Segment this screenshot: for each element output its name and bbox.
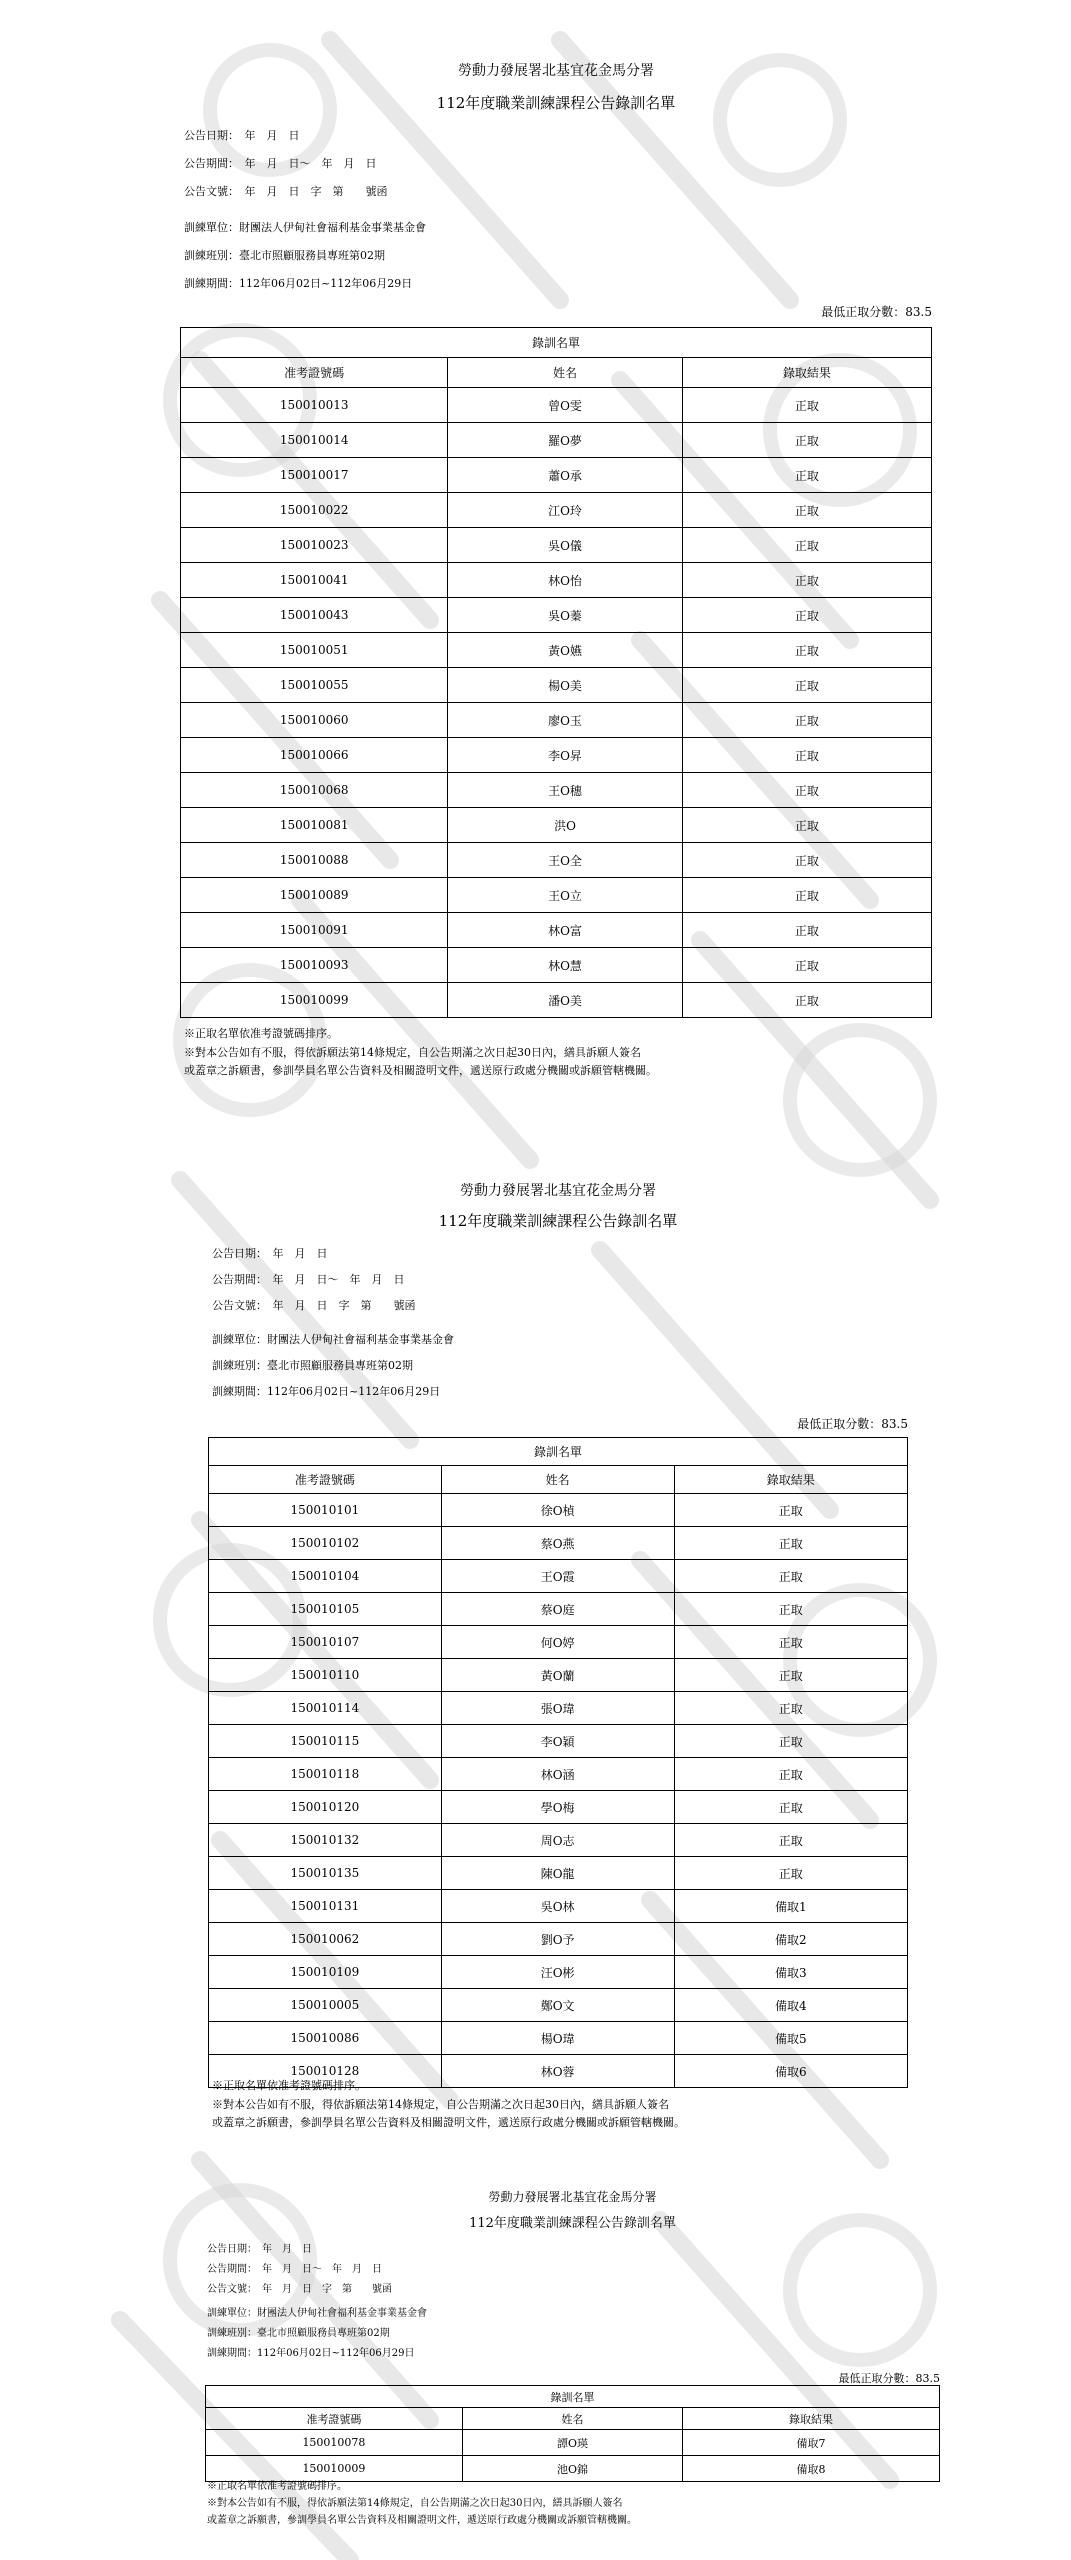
cell-exam-number: 150010131 — [209, 1890, 442, 1923]
col-header-result: 錄取結果 — [682, 358, 931, 388]
table-row — [209, 1890, 908, 1923]
table-title: 錄訓名單 — [209, 1438, 908, 1466]
table-row — [209, 1989, 908, 2022]
training-unit: 訓練單位：財團法人伊甸社會福利基金事業基金會 — [212, 1333, 454, 1346]
table-row — [181, 878, 932, 913]
cell-exam-number: 150010099 — [181, 983, 448, 1018]
announcement-page-1 — [180, 55, 932, 1105]
cell-result: 正取 — [674, 1659, 907, 1692]
cell-result: 正取 — [682, 563, 931, 598]
cell-exam-number: 150010110 — [209, 1659, 442, 1692]
note-appeal-1: ※對本公告如有不服，得依訴願法第14條規定，自公告期滿之次日起30日內，繕具訴願人簽名 — [212, 2097, 669, 2111]
table-row — [209, 1923, 908, 1956]
cell-result: 正取 — [682, 843, 931, 878]
announcement-page-3 — [205, 2170, 940, 2555]
cell-name: 吳O蓁 — [448, 598, 682, 633]
cell-name: 潘O美 — [448, 983, 682, 1018]
cell-name: 何O婷 — [441, 1626, 674, 1659]
announce-period: 公告期間： 年 月 日～ 年 月 日 — [184, 157, 377, 170]
table-row — [181, 983, 932, 1018]
table-row — [209, 1857, 908, 1890]
note-appeal-2: 或蓋章之訴願書，參訓學員名單公告資料及相關證明文件，遞送原行政處分機關或訴願管轄機關。 — [207, 2515, 637, 2526]
table-row — [209, 1494, 908, 1527]
admission-table — [180, 327, 932, 1018]
cell-name: 學O梅 — [441, 1791, 674, 1824]
cell-result: 備取8 — [683, 2456, 940, 2482]
training-class: 訓練班別：臺北市照顧服務員專班第02期 — [207, 2328, 390, 2339]
announce-doc-number: 公告文號： 年 月 日 字 第 號函 — [207, 2284, 392, 2295]
document-title: 112年度職業訓練課程公告錄訓名單 — [438, 1212, 678, 1230]
cell-exam-number: 150010088 — [181, 843, 448, 878]
cell-result: 正取 — [674, 1560, 907, 1593]
cell-name: 王O霞 — [441, 1560, 674, 1593]
col-header-name: 姓名 — [462, 2408, 682, 2430]
cell-exam-number: 150010102 — [209, 1527, 442, 1560]
cell-name: 黃O嬿 — [448, 633, 682, 668]
cell-exam-number: 150010055 — [181, 668, 448, 703]
cell-exam-number: 150010051 — [181, 633, 448, 668]
cell-name: 汪O彬 — [441, 1956, 674, 1989]
notes — [184, 1025, 657, 1081]
col-header-result: 錄取結果 — [674, 1466, 907, 1494]
cell-name: 蔡O燕 — [441, 1527, 674, 1560]
cell-exam-number: 150010091 — [181, 913, 448, 948]
table-row — [181, 913, 932, 948]
cell-name: 蕭O承 — [448, 458, 682, 493]
notes — [207, 2478, 637, 2529]
col-header-name: 姓名 — [448, 358, 682, 388]
cell-result: 正取 — [682, 388, 931, 423]
cell-name: 曾O雯 — [448, 388, 682, 423]
cell-exam-number: 150010118 — [209, 1758, 442, 1791]
note-appeal-1: ※對本公告如有不服，得依訴願法第14條規定，自公告期滿之次日起30日內，繕具訴願人簽名 — [207, 2498, 623, 2509]
cell-name: 池O錦 — [462, 2456, 682, 2482]
agency-name: 勞動力發展署北基宜花金馬分署 — [488, 2190, 657, 2204]
table-row — [181, 528, 932, 563]
cell-result: 正取 — [674, 1593, 907, 1626]
table-row — [209, 1560, 908, 1593]
cell-exam-number: 150010107 — [209, 1626, 442, 1659]
training-class: 訓練班別：臺北市照顧服務員專班第02期 — [184, 249, 385, 262]
table-row — [209, 1593, 908, 1626]
announce-period: 公告期間： 年 月 日～ 年 月 日 — [207, 2264, 382, 2275]
cell-result: 正取 — [682, 633, 931, 668]
cell-exam-number: 150010089 — [181, 878, 448, 913]
table-row — [209, 1659, 908, 1692]
table-row — [209, 1725, 908, 1758]
document-title: 112年度職業訓練課程公告錄訓名單 — [469, 2216, 676, 2231]
cell-name: 劉O予 — [441, 1923, 674, 1956]
cell-result: 正取 — [682, 458, 931, 493]
table-row — [181, 563, 932, 598]
note-sort-order: ※正取名單依准考證號碼排序。 — [212, 2079, 366, 2092]
cell-result: 正取 — [682, 493, 931, 528]
cell-result: 正取 — [674, 1527, 907, 1560]
col-header-exam-number: 准考證號碼 — [206, 2408, 463, 2430]
note-appeal-1: ※對本公告如有不服，得依訴願法第14條規定，自公告期滿之次日起30日內，繕具訴願人簽名 — [184, 1045, 641, 1059]
cell-name: 周O志 — [441, 1824, 674, 1857]
cell-result: 正取 — [682, 878, 931, 913]
training-class: 訓練班別：臺北市照顧服務員專班第02期 — [212, 1359, 413, 1372]
cell-exam-number: 150010043 — [181, 598, 448, 633]
cell-exam-number: 150010078 — [206, 2430, 463, 2456]
cell-result: 正取 — [682, 738, 931, 773]
cell-name: 楊O瑋 — [441, 2022, 674, 2055]
cell-exam-number: 150010041 — [181, 563, 448, 598]
cell-name: 王O穗 — [448, 773, 682, 808]
table-row — [209, 1626, 908, 1659]
cell-exam-number: 150010104 — [209, 1560, 442, 1593]
table-row — [181, 703, 932, 738]
table-row — [209, 1791, 908, 1824]
cell-exam-number: 150010101 — [209, 1494, 442, 1527]
col-header-exam-number: 准考證號碼 — [181, 358, 448, 388]
cell-result: 備取3 — [674, 1956, 907, 1989]
cell-name: 譚O瑛 — [462, 2430, 682, 2456]
table-row — [209, 1692, 908, 1725]
min-score: 最低正取分數：83.5 — [821, 305, 932, 319]
admission-table — [205, 2385, 940, 2482]
cell-name: 林O蓉 — [441, 2055, 674, 2088]
cell-result: 正取 — [682, 598, 931, 633]
cell-result: 備取5 — [674, 2022, 907, 2055]
cell-result: 正取 — [682, 528, 931, 563]
cell-name: 林O怡 — [448, 563, 682, 598]
agency-name: 勞動力發展署北基宜花金馬分署 — [458, 63, 654, 79]
cell-name: 楊O美 — [448, 668, 682, 703]
min-score: 最低正取分數：83.5 — [838, 2372, 940, 2385]
cell-exam-number: 150010014 — [181, 423, 448, 458]
table-row — [181, 843, 932, 878]
cell-result: 備取7 — [683, 2430, 940, 2456]
training-period: 訓練期間：112年06月02日~112年06月29日 — [184, 277, 413, 290]
cell-exam-number: 150010132 — [209, 1824, 442, 1857]
cell-exam-number: 150010066 — [181, 738, 448, 773]
cell-result: 正取 — [682, 703, 931, 738]
table-row — [209, 1758, 908, 1791]
cell-result: 正取 — [674, 1626, 907, 1659]
table-row — [181, 633, 932, 668]
cell-name: 羅O夢 — [448, 423, 682, 458]
table-row — [181, 948, 932, 983]
cell-exam-number: 150010022 — [181, 493, 448, 528]
cell-name: 鄭O文 — [441, 1989, 674, 2022]
table-row — [181, 423, 932, 458]
cell-result: 正取 — [682, 808, 931, 843]
table-row — [181, 738, 932, 773]
training-unit: 訓練單位：財團法人伊甸社會福利基金事業基金會 — [207, 2308, 427, 2319]
cell-exam-number: 150010135 — [209, 1857, 442, 1890]
table-row — [181, 668, 932, 703]
cell-exam-number: 150010081 — [181, 808, 448, 843]
cell-result: 正取 — [682, 423, 931, 458]
cell-result: 正取 — [682, 983, 931, 1018]
table-row — [181, 808, 932, 843]
cell-result: 正取 — [674, 1857, 907, 1890]
cell-exam-number: 150010060 — [181, 703, 448, 738]
table-row — [181, 388, 932, 423]
agency-name: 勞動力發展署北基宜花金馬分署 — [460, 1183, 656, 1199]
notes — [212, 2077, 685, 2133]
col-header-exam-number: 准考證號碼 — [209, 1466, 442, 1494]
cell-exam-number: 150010093 — [181, 948, 448, 983]
cell-name: 王O全 — [448, 843, 682, 878]
cell-result: 正取 — [682, 773, 931, 808]
cell-exam-number: 150010105 — [209, 1593, 442, 1626]
cell-exam-number: 150010017 — [181, 458, 448, 493]
table-row — [209, 1527, 908, 1560]
cell-name: 王O立 — [448, 878, 682, 913]
cell-result: 備取1 — [674, 1890, 907, 1923]
note-sort-order: ※正取名單依准考證號碼排序。 — [207, 2481, 347, 2492]
cell-name: 吳O儀 — [448, 528, 682, 563]
training-unit: 訓練單位：財團法人伊甸社會福利基金事業基金會 — [184, 221, 426, 234]
table-row — [181, 773, 932, 808]
note-appeal-2: 或蓋章之訴願書，參訓學員名單公告資料及相關證明文件，遞送原行政處分機關或訴願管轄機關。 — [184, 1064, 657, 1078]
table-row — [209, 1956, 908, 1989]
cell-name: 廖O玉 — [448, 703, 682, 738]
cell-result: 備取6 — [674, 2055, 907, 2088]
cell-exam-number: 150010115 — [209, 1725, 442, 1758]
table-row — [181, 458, 932, 493]
cell-name: 林O慧 — [448, 948, 682, 983]
col-header-result: 錄取結果 — [683, 2408, 940, 2430]
cell-exam-number: 150010005 — [209, 1989, 442, 2022]
col-header-name: 姓名 — [441, 1466, 674, 1494]
cell-exam-number: 150010009 — [206, 2456, 463, 2482]
cell-name: 蔡O庭 — [441, 1593, 674, 1626]
cell-name: 江O玲 — [448, 493, 682, 528]
cell-result: 正取 — [674, 1494, 907, 1527]
cell-result: 正取 — [674, 1758, 907, 1791]
announce-date: 公告日期： 年 月 日 — [212, 1247, 328, 1260]
cell-result: 正取 — [674, 1791, 907, 1824]
cell-result: 正取 — [682, 668, 931, 703]
training-period: 訓練期間：112年06月02日~112年06月29日 — [207, 2348, 415, 2359]
cell-name: 陳O龍 — [441, 1857, 674, 1890]
cell-name: 林O富 — [448, 913, 682, 948]
document-title: 112年度職業訓練課程公告錄訓名單 — [436, 94, 676, 112]
min-score: 最低正取分數：83.5 — [797, 1417, 908, 1431]
announce-period: 公告期間： 年 月 日～ 年 月 日 — [212, 1273, 405, 1286]
note-sort-order: ※正取名單依准考證號碼排序。 — [184, 1027, 338, 1040]
cell-result: 正取 — [674, 1692, 907, 1725]
announce-date: 公告日期： 年 月 日 — [207, 2244, 312, 2255]
training-period: 訓練期間：112年06月02日~112年06月29日 — [212, 1385, 441, 1398]
table-title: 錄訓名單 — [181, 328, 932, 358]
table-row — [209, 1824, 908, 1857]
announcement-page-2 — [208, 1165, 908, 2155]
cell-exam-number: 150010062 — [209, 1923, 442, 1956]
cell-result: 正取 — [682, 913, 931, 948]
cell-name: 徐O楨 — [441, 1494, 674, 1527]
table-row — [181, 493, 932, 528]
cell-name: 張O瑋 — [441, 1692, 674, 1725]
table-row — [209, 2022, 908, 2055]
cell-exam-number: 150010013 — [181, 388, 448, 423]
cell-exam-number: 150010068 — [181, 773, 448, 808]
table-row — [181, 598, 932, 633]
announce-doc-number: 公告文號： 年 月 日 字 第 號函 — [184, 185, 388, 198]
announce-date: 公告日期： 年 月 日 — [184, 129, 300, 142]
table-title: 錄訓名單 — [206, 2386, 940, 2408]
table-row — [206, 2430, 940, 2456]
cell-name: 李O穎 — [441, 1725, 674, 1758]
cell-exam-number: 150010114 — [209, 1692, 442, 1725]
cell-exam-number: 150010023 — [181, 528, 448, 563]
announce-doc-number: 公告文號： 年 月 日 字 第 號函 — [212, 1299, 416, 1312]
cell-name: 李O昇 — [448, 738, 682, 773]
cell-name: 洪O — [448, 808, 682, 843]
admission-table — [208, 1437, 908, 2088]
cell-name: 林O涵 — [441, 1758, 674, 1791]
cell-result: 正取 — [674, 1824, 907, 1857]
cell-name: 吳O林 — [441, 1890, 674, 1923]
cell-exam-number: 150010109 — [209, 1956, 442, 1989]
cell-exam-number: 150010086 — [209, 2022, 442, 2055]
cell-result: 備取2 — [674, 1923, 907, 1956]
cell-result: 備取4 — [674, 1989, 907, 2022]
cell-name: 黃O蘭 — [441, 1659, 674, 1692]
cell-result: 正取 — [682, 948, 931, 983]
note-appeal-2: 或蓋章之訴願書，參訓學員名單公告資料及相關證明文件，遞送原行政處分機關或訴願管轄機關。 — [212, 2116, 685, 2130]
cell-exam-number: 150010128 — [209, 2055, 442, 2088]
cell-exam-number: 150010120 — [209, 1791, 442, 1824]
cell-result: 正取 — [674, 1725, 907, 1758]
